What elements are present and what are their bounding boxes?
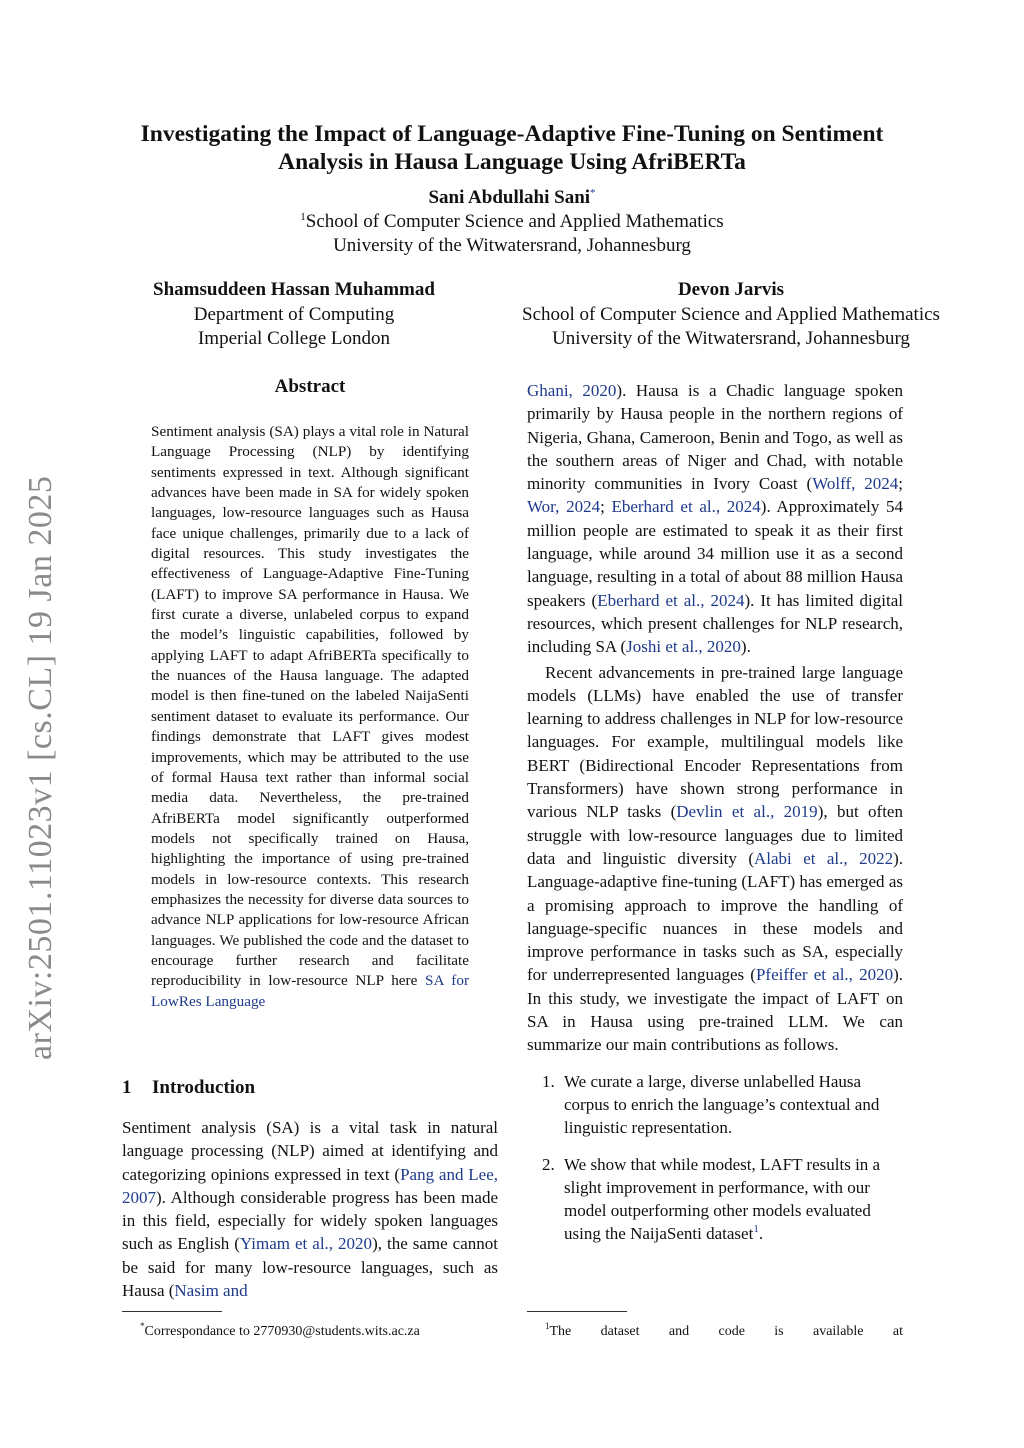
body-text: ). Although considerable progress has been made in this field, especially for widely spoken languages such as English (: [122, 1187, 498, 1254]
citation-link[interactable]: Eberhard et al., 2024: [597, 590, 745, 610]
footnote-mark: 1: [545, 1321, 550, 1331]
author-name: Shamsuddeen Hassan Muhammad: [153, 279, 435, 300]
footnote-rule: [122, 1311, 222, 1312]
body-text: ).: [740, 637, 751, 657]
footnote-rule: [527, 1311, 627, 1312]
affiliation-line: School of Computer Science and Applied Mathematics: [305, 211, 724, 232]
citation-link[interactable]: Nasim and: [174, 1281, 248, 1301]
section-title: Introduction: [152, 1077, 256, 1098]
body-text: ), the same cannot be said for many low-resource languages, such as Hausa (: [122, 1234, 498, 1301]
list-item-text: .: [758, 1224, 764, 1244]
continued-paragraph: [527, 379, 903, 659]
body-text: ). Hausa is a Chadic language spoken primarily by Hausa people in the northern regions of Nigeria, Ghana, Cameroon, Benin and Togo, as well as the southern areas of Niger and Chad, with notable minority communities in Ivory Coast (: [527, 381, 904, 494]
intro-paragraph: [527, 661, 903, 1057]
abstract-heading: Abstract: [274, 376, 346, 397]
right-column: [527, 379, 903, 1246]
list-item: [527, 1070, 903, 1140]
contributions-list: [527, 1070, 903, 1246]
corresponding-mark[interactable]: *: [590, 187, 596, 199]
coauthor-block-left: [100, 278, 488, 352]
body-text: ;: [898, 474, 903, 494]
citation-link[interactable]: Joshi et al., 2020: [626, 637, 741, 657]
primary-author-block: [100, 186, 924, 258]
affiliation-line: University of the Witwatersrand, Johannesburg: [552, 328, 910, 349]
footnote-left: [140, 1317, 420, 1341]
list-number: 2.: [542, 1154, 555, 1174]
body-text: ), but often struggle with low-resource languages due to limited data and linguistic diversity (: [527, 802, 903, 868]
citation-link[interactable]: Devlin et al., 2019: [676, 802, 818, 822]
paper-title: Investigating the Impact of Language-Adaptive Fine-Tuning on Sentiment Analysis in Hausa Language Using AfriBERTa: [140, 121, 884, 175]
abstract-text: Sentiment analysis (SA) plays a vital role in Natural Language Processing (NLP) by identifying sentiments expressed in text. Although significant advances have been made in SA for widely spoken languages, low-resource languages such as Hausa face unique challenges, primarily due to a lack of digital resources. This study investigates the effectiveness of Language-Adaptive Fine-Tuning (LAFT) to improve SA performance in Hausa. We first curate a diverse, unlabeled corpus to expand the model’s linguistic capabilities, followed by applying LAFT to adapt AfriBERTa specifically to the nuances of the Hausa language. The adapted model is then fine-tuned on the labeled NaijaSenti sentiment dataset to evaluate its performance. Our findings demonstrate that LAFT gives modest improvements, which may be attributed to the use of formal Hausa text rather than informal social media data. Nevertheless, the pre-trained AfriBERTa model significantly outperformed models not specifically trained on Hausa, highlighting the importance of using pre-trained models in low-resource contexts. This research emphasizes the necessity for diverse data sources to advance NLP applications for low-resource African languages. We published the code and the dataset to encourage further research and facilitate reproducibility in low-resource NLP here: [151, 423, 469, 990]
body-text: ). Approximately 54 million people are estimated to speak it as their first language, while around 34 million use it as a second language, resulting in a total of about 88 million Hausa speakers (: [527, 497, 903, 610]
footnote-mark[interactable]: 1: [753, 1223, 759, 1236]
affiliation-line: Imperial College London: [197, 328, 391, 349]
affiliation-mark: 1: [300, 211, 306, 223]
body-text: ). Language-adaptive fine-tuning (LAFT) has emerged as a promising approach to improve the handling of language-specific nuances in these models and improve performance in tasks such as SA, especially for underrepresented languages (: [527, 848, 903, 985]
list-number: 1.: [542, 1071, 555, 1091]
author-name: Devon Jarvis: [677, 279, 785, 300]
abstract-body: [151, 422, 469, 1012]
citation-link[interactable]: Ghani, 2020: [527, 381, 617, 400]
left-column-intro: [122, 1116, 498, 1302]
affiliation-line: Department of Computing: [193, 303, 395, 325]
body-text: ;: [600, 497, 612, 517]
footnote-text: The dataset and code is available at: [549, 1324, 903, 1339]
coauthor-block-right: [496, 278, 966, 352]
list-item-text: We show that while modest, LAFT results in a slight improvement in performance, with our model outperforming other models evaluated using the NaijaSenti dataset: [564, 1154, 881, 1244]
list-item: [527, 1153, 903, 1246]
arxiv-identifier: arXiv:2501.11023v1 [cs.CL] 19 Jan 2025: [22, 475, 59, 1060]
citation-link[interactable]: Yimam et al., 2020: [239, 1234, 373, 1254]
citation-link[interactable]: Eberhard et al., 2024: [611, 497, 761, 517]
footnote-text: Correspondance to 2770930@students.wits.ac.za: [144, 1324, 420, 1339]
footnote-right: [545, 1317, 903, 1341]
citation-link[interactable]: Wolff, 2024: [812, 474, 899, 494]
body-text: Recent advancements in pre-trained large language models (LLMs) have enabled the use of transfer learning to address challenges in NLP for low-resource languages. For example, multilingual models like BERT (Bidirectional Encoder Representations from Transformers) have shown strong performance in various NLP tasks (: [527, 662, 903, 822]
intro-paragraph: [122, 1116, 498, 1302]
footnote-mark: *: [140, 1321, 145, 1331]
citation-link[interactable]: Alabi et al., 2022: [754, 848, 894, 868]
code-link[interactable]: SA for LowRes Language: [151, 972, 469, 1010]
citation-link[interactable]: Wor, 2024: [527, 497, 601, 517]
body-text: ). In this study, we investigate the impact of LAFT on SA in Hausa using pre-trained LLM. We can summarize our main contributions as follows.: [527, 965, 903, 1055]
author-name: Sani Abdullahi Sani: [428, 187, 591, 208]
citation-link[interactable]: Pang and Lee, 2007: [122, 1164, 498, 1207]
citation-link[interactable]: Pfeiffer et al., 2020: [755, 965, 894, 985]
section-number: 1: [122, 1077, 132, 1098]
body-text: ). It has limited digital resources, which present challenges for NLP research, including SA (: [527, 590, 903, 657]
section-heading-introduction: [122, 1077, 255, 1099]
affiliation-line: School of Computer Science and Applied Mathematics: [522, 303, 940, 325]
affiliation-line: University of the Witwatersrand, Johannesburg: [333, 235, 691, 256]
body-text: Sentiment analysis (SA) is a vital task in natural language processing (NLP) aimed at identifying and categorizing opinions expressed in text (: [122, 1118, 498, 1184]
list-item-text: We curate a large, diverse unlabelled Hausa corpus to enrich the language’s contextual and linguistic representation.: [564, 1071, 880, 1138]
